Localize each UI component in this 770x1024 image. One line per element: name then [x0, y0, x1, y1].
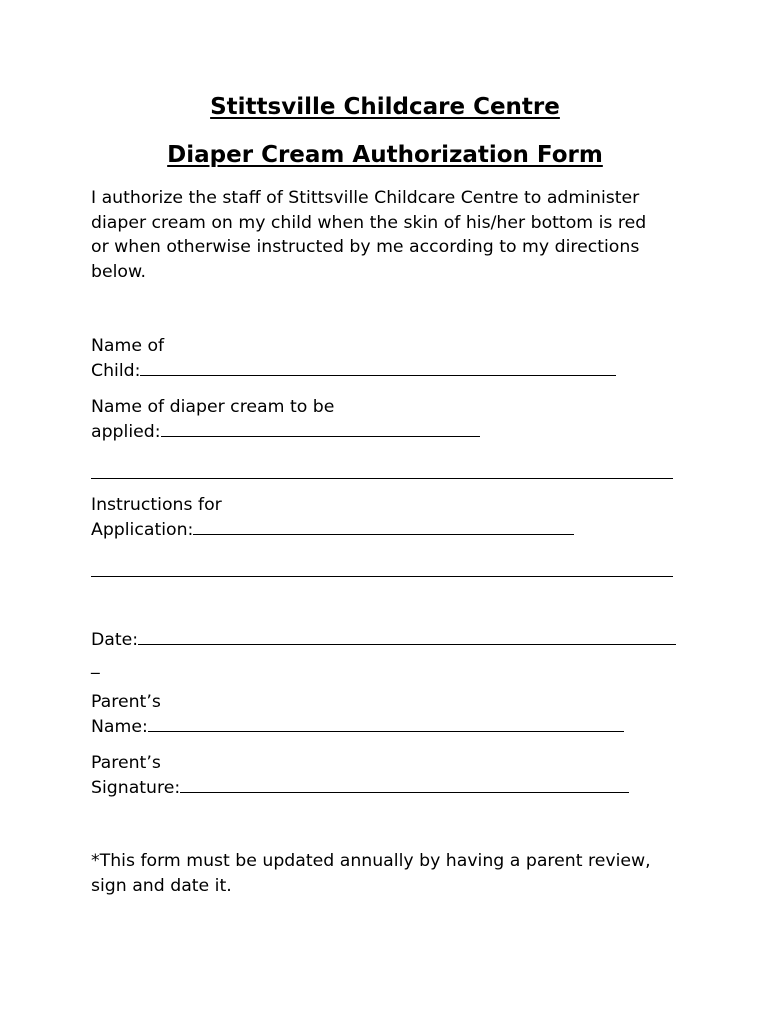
instructions-extra-line[interactable] — [91, 576, 673, 577]
parent-signature-field — [91, 751, 629, 800]
parent-name-label-line1: Parent’s — [91, 692, 161, 712]
parent-name-field — [91, 690, 624, 739]
cream-name-label-line1: Name of diaper cream to be — [91, 397, 335, 417]
instructions-label-line1: Instructions for — [91, 495, 222, 515]
footer-note — [91, 849, 651, 898]
cream-name-input-line[interactable] — [161, 421, 480, 437]
date-label: Date: — [91, 630, 139, 650]
date-field — [91, 628, 676, 677]
instructions-label-line2: Application: — [91, 519, 194, 540]
intro-line: diaper cream on my child when the skin of his/her bottom is red — [91, 212, 647, 233]
child-name-input-line[interactable] — [140, 360, 616, 376]
date-overflow-mark: _ — [91, 654, 100, 675]
parent-signature-label-line2: Signature: — [91, 777, 181, 798]
parent-name-input-line[interactable] — [148, 716, 624, 732]
footer-line: *This form must be updated annually by having a parent review, — [91, 851, 651, 871]
instructions-field — [91, 493, 574, 542]
date-input-line[interactable] — [138, 629, 676, 645]
footer-line: sign and date it. — [91, 875, 232, 896]
parent-signature-label-line1: Parent’s — [91, 753, 161, 773]
parent-name-label-line2: Name: — [91, 716, 148, 737]
instructions-input-line[interactable] — [193, 519, 574, 535]
child-name-field — [91, 334, 616, 383]
intro-paragraph — [91, 186, 646, 284]
child-name-label-line2: Child: — [91, 360, 141, 381]
cream-name-label-line2: applied: — [91, 421, 161, 442]
form-title: Diaper Cream Authorization Form — [167, 142, 603, 168]
intro-line: below. — [91, 261, 147, 282]
parent-signature-input-line[interactable] — [180, 777, 629, 793]
organization-title: Stittsville Childcare Centre — [210, 94, 560, 120]
cream-name-field — [91, 395, 480, 444]
intro-line: I authorize the staff of Stittsville Childcare Centre to administer — [91, 188, 640, 208]
child-name-label-line1: Name of — [91, 336, 165, 356]
intro-line: or when otherwise instructed by me according to my directions — [91, 237, 640, 257]
cream-name-extra-line[interactable] — [91, 478, 673, 479]
